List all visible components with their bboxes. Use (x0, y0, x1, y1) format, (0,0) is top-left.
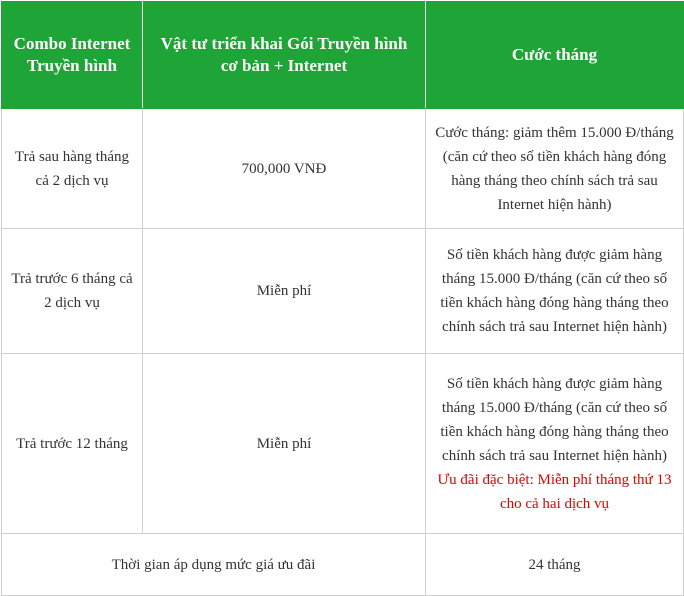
header-monthly-fee: Cước tháng (426, 2, 684, 109)
plan-cell: Trả trước 12 tháng (2, 354, 143, 534)
special-offer-text: Ưu đãi đặc biệt: Miễn phí tháng thứ 13 cho cả hai dịch vụ (437, 471, 672, 512)
monthly-fee-cell (426, 354, 684, 534)
footer-value: 24 tháng (426, 534, 684, 596)
table-header-row (2, 2, 684, 109)
equipment-cell: Miễn phí (143, 229, 426, 354)
header-equipment: Vật tư triển khai Gói Truyền hình cơ bản + Internet (143, 2, 426, 109)
monthly-fee-cell: Cước tháng: giảm thêm 15.000 Đ/tháng (căn cứ theo số tiền khách hàng đóng hàng tháng theo chính sách trả sau Internet hiện hành) (426, 109, 684, 229)
plan-cell: Trả sau hàng tháng cả 2 dịch vụ (2, 109, 143, 229)
footer-label: Thời gian áp dụng mức giá ưu đãi (2, 534, 426, 596)
equipment-cell: 700,000 VNĐ (143, 109, 426, 229)
table-row (2, 229, 684, 354)
table-row (2, 109, 684, 229)
equipment-cell: Miễn phí (143, 354, 426, 534)
monthly-fee-text: Số tiền khách hàng được giảm hàng tháng 15.000 Đ/tháng (căn cứ theo số tiền khách hàng đóng hàng tháng theo chính sách trả sau Internet hiện hành) (440, 375, 669, 464)
monthly-fee-cell: Số tiền khách hàng được giảm hàng tháng 15.000 Đ/tháng (căn cứ theo số tiền khách hàng đóng hàng tháng theo chính sách trả sau Internet hiện hành) (426, 229, 684, 354)
plan-cell: Trả trước 6 tháng cả 2 dịch vụ (2, 229, 143, 354)
header-combo: Combo Internet Truyền hình (2, 2, 143, 109)
table-footer-row (2, 534, 684, 596)
table-row (2, 354, 684, 534)
pricing-table (1, 1, 684, 596)
